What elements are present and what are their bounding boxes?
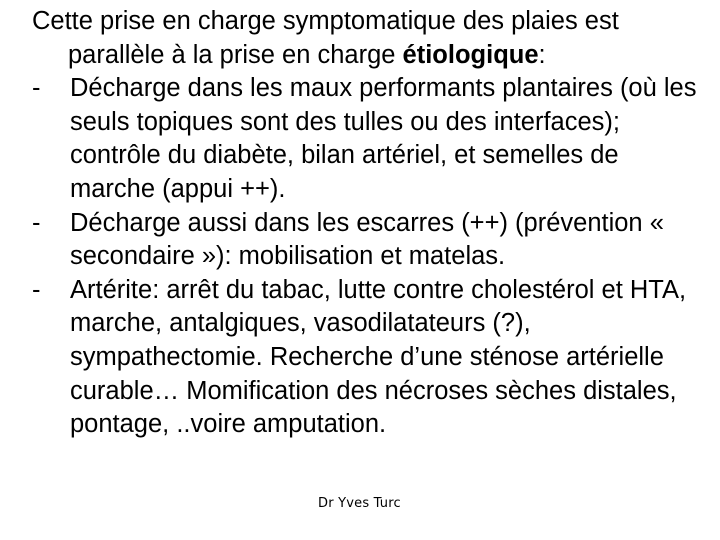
bullet-item-3 <box>32 274 702 442</box>
bullet-marker-icon: - <box>32 275 41 304</box>
bullet-marker-icon: - <box>32 74 41 103</box>
intro-text: Cette prise en charge symptomatique des plaies est parallèle à la prise en charge <box>32 7 619 69</box>
slide-body <box>32 5 702 442</box>
intro-emphasis: étiologique <box>402 40 539 69</box>
intro-paragraph <box>32 5 702 72</box>
bullet-text: Artérite: arrêt du tabac, lutte contre cholestérol et HTA, marche, antalgiques, vasodilatateurs (?), sympathectomie. Recherche d’une sténose artérielle curable… Momification des nécroses sèches distales, pontage, ..voire amputation. <box>70 275 687 439</box>
bullet-list <box>32 72 702 442</box>
bullet-item-2 <box>32 207 702 274</box>
intro-colon: : <box>538 40 546 69</box>
bullet-item-1 <box>32 72 702 206</box>
bullet-text: Décharge dans les maux performants plantaires (où les seuls topiques sont des tulles ou des interfaces); contrôle du diabète, bilan artériel, et semelles de marche (appui ++). <box>70 74 697 203</box>
bullet-marker-icon: - <box>32 208 41 237</box>
bullet-text: Décharge aussi dans les escarres (++) (prévention « secondaire »): mobilisation et matelas. <box>70 208 664 271</box>
footer-author: Dr Yves Turc <box>318 496 401 511</box>
